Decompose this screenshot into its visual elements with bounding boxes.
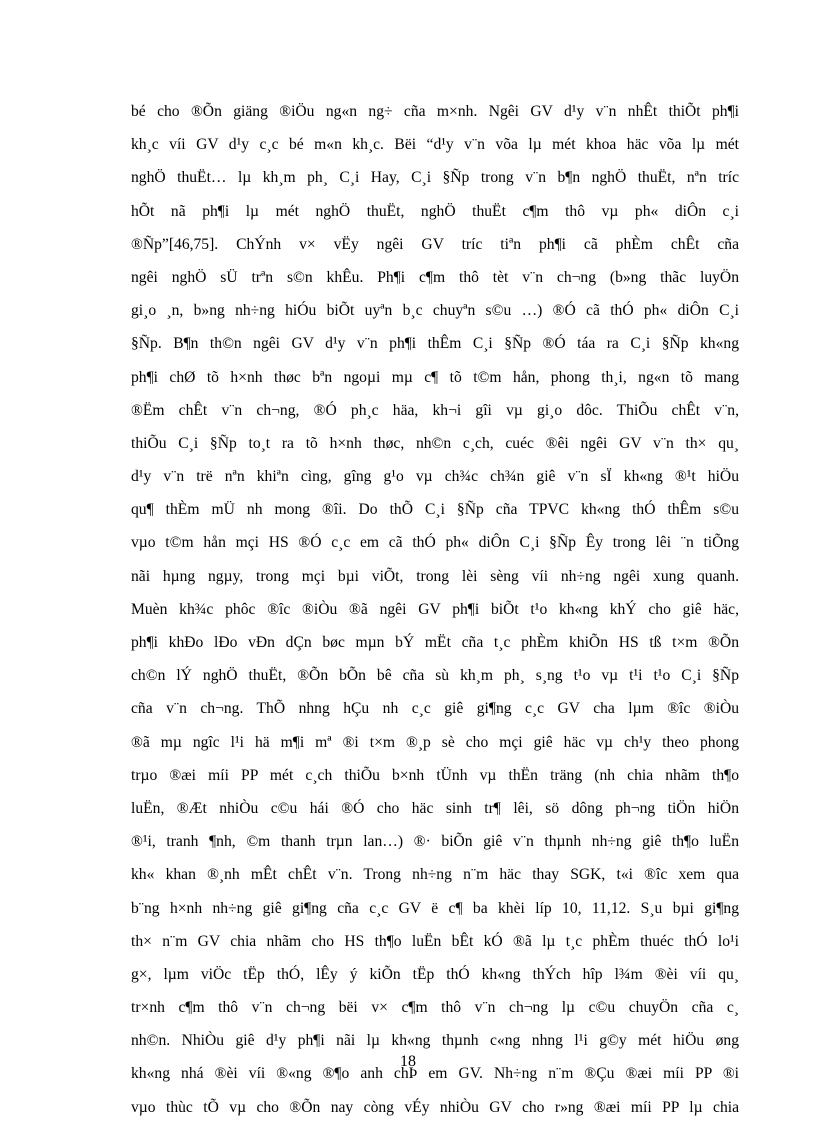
text-line: b¨ng h×nh nh÷ng giê gi¶ng cña c¸c GV ë c¶ ba khèi líp 10, 11,12. S¸u bµi gi¶ng xyxy=(131,899,739,917)
text-line: Muèn kh¾c phôc ®îc ®iÒu ®ã ngêi GV ph¶i biÕt t¹o kh«ng khÝ cho giê häc, xyxy=(131,600,739,618)
text-line: cña v¨n ch¬ng. ThÕ nhng hÇu nh c¸c giê gi¶ng c¸c GV cha lµm ®îc ®iÒu xyxy=(131,700,739,718)
text-line: ph¶i chØ tõ h×nh thøc bªn ngoµi mµ c¶ tõ t©m hån, phong th¸i, ng«n tõ mang xyxy=(131,368,739,386)
text-line: nh©n. NhiÒu giê d¹y ph¶i nãi lµ kh«ng thµnh c«ng nhng l¹i g©y mét hiÖu øng xyxy=(131,1032,739,1050)
text-line: ngêi nghÖ sÜ trªn s©n khÊu. Ph¶i c¶m thô tèt v¨n ch¬ng (b»ng thãc luyÖn xyxy=(131,268,739,286)
text-line: trµo ®æi míi PP mét c¸ch thiÕu b×nh tÜnh vµ thËn träng (nh chia nhãm th¶o xyxy=(131,766,739,784)
text-line: ph¶i khÐo lÐo vÐn dÇn bøc mµn bÝ mËt cña t¸c phÈm khiÕn HS tß t×m ®Õn xyxy=(131,634,739,651)
text-line: vµo thùc tÕ vµ cho ®Õn nay còng vÉy nhiÒu GV cho r»ng ®æi míi PP lµ chia xyxy=(131,1098,739,1116)
text-line: §Ñp. B¶n th©n ngêi GV d¹y v¨n ph¶i thÊm C¸i §Ñp ®Ó táa ra C¸i §Ñp kh«ng xyxy=(131,335,739,353)
text-line: ®Ëm chÊt v¨n ch¬ng, ®Ó ph¸c häa, kh¬i gîi vµ gi¸o dôc. ThiÕu chÊt v¨n, xyxy=(131,401,739,419)
text-line: kh¸c víi GV d¹y c¸c bé m«n kh¸c. Bëi “d¹y v¨n võa lµ mét khoa häc võa lµ mét xyxy=(131,136,739,154)
text-line: luËn, ®Æt nhiÒu c©u hái ®Ó cho häc sinh tr¶ lêi, sö dông ph¬ng tiÖn hiÖn xyxy=(131,799,739,817)
text-line: vµo t©m hån mçi HS ®Ó c¸c em cã thÓ ph« diÔn C¸i §Ñp Êy trong lêi ¨n tiÕng xyxy=(131,534,739,552)
text-line: ®¹i, tranh ¶nh, ©m thanh trµn lan…) ®· biÕn giê v¨n thµnh nh÷ng giê th¶o luËn xyxy=(131,833,739,851)
text-line: g×, lµm viÖc tËp thÓ, lÊy ý kiÕn tËp thÓ kh«ng thÝch hîp l¾m ®èi víi qu¸ xyxy=(131,965,739,983)
text-line: kh« khan ®¸nh mÊt chÊt v¨n. Trong nh÷ng n¨m häc thay SGK, t«i ®îc xem qua xyxy=(131,866,739,884)
text-line: kh«ng nhá ®èi víi ®«ng ®¶o anh chÞ em GV. Nh÷ng n¨m ®Çu ®æi míi PP ®i xyxy=(131,1065,739,1083)
text-line: th× n¨m GV chia nhãm cho HS th¶o luËn bÊt kÓ ®ã lµ t¸c phÈm thuéc thÓ lo¹i xyxy=(131,932,739,950)
body-paragraph xyxy=(131,95,739,1124)
text-line: qu¶ thÈm mÜ nh mong ®îi. Do thÕ C¸i §Ñp cña TPVC kh«ng thÓ thÊm s©u xyxy=(131,501,739,519)
text-line: tr×nh c¶m thô v¨n ch¬ng bëi v× c¶m thô v¨n ch¬ng lµ c©u chuyÖn cña c¸ xyxy=(131,999,739,1017)
text-line: bé cho ®Õn giäng ®iÖu ng«n ng÷ cña m×nh. Ngêi GV d¹y v¨n nhÊt thiÕt ph¶i xyxy=(131,103,739,120)
text-line: nãi hµng ngµy, trong mçi bµi viÕt, trong lèi sèng víi nh÷ng ngêi xung quanh. xyxy=(131,567,739,585)
text-line: d¹y v¨n trë nªn khiªn cìng, gîng g¹o vµ ch¾c ch¾n giê v¨n sÏ kh«ng ®¹t hiÖu xyxy=(131,468,739,486)
text-line: nghÖ thuËt… lµ kh¸m ph¸ C¸i Hay, C¸i §Ñp trong v¨n b¶n nghÖ thuËt, nªn tríc xyxy=(131,169,739,187)
text-line: ®ã mµ ngîc l¹i hä m¶i mª ®i t×m ®¸p sè cho mçi giê häc vµ ch¹y theo phong xyxy=(131,733,739,751)
text-line: gi¸o ¸n, b»ng nh÷ng hiÓu biÕt uyªn b¸c chuyªn s©u …) ®Ó cã thÓ ph« diÔn C¸i xyxy=(131,302,739,320)
text-line: ch©n lÝ nghÖ thuËt, ®Õn bÕn bê cña sù kh¸m ph¸ s¸ng t¹o vµ t¹i t¹o C¸i §Ñp xyxy=(131,667,739,685)
text-line: ®Ñp”[46,75]. ChÝnh v× vËy ngêi GV tríc tiªn ph¶i cã phÈm chÊt cña xyxy=(131,235,739,253)
page-number: 18 xyxy=(400,1053,416,1070)
text-line: hÕt nã ph¶i lµ mét nghÖ thuËt, nghÖ thuËt c¶m thô vµ ph« diÔn c¸i xyxy=(131,202,739,220)
text-line: thiÕu C¸i §Ñp to¸t ra tõ h×nh thøc, nh©n c¸ch, cuéc ®êi ngêi GV v¨n th× qu¸ xyxy=(131,434,739,452)
